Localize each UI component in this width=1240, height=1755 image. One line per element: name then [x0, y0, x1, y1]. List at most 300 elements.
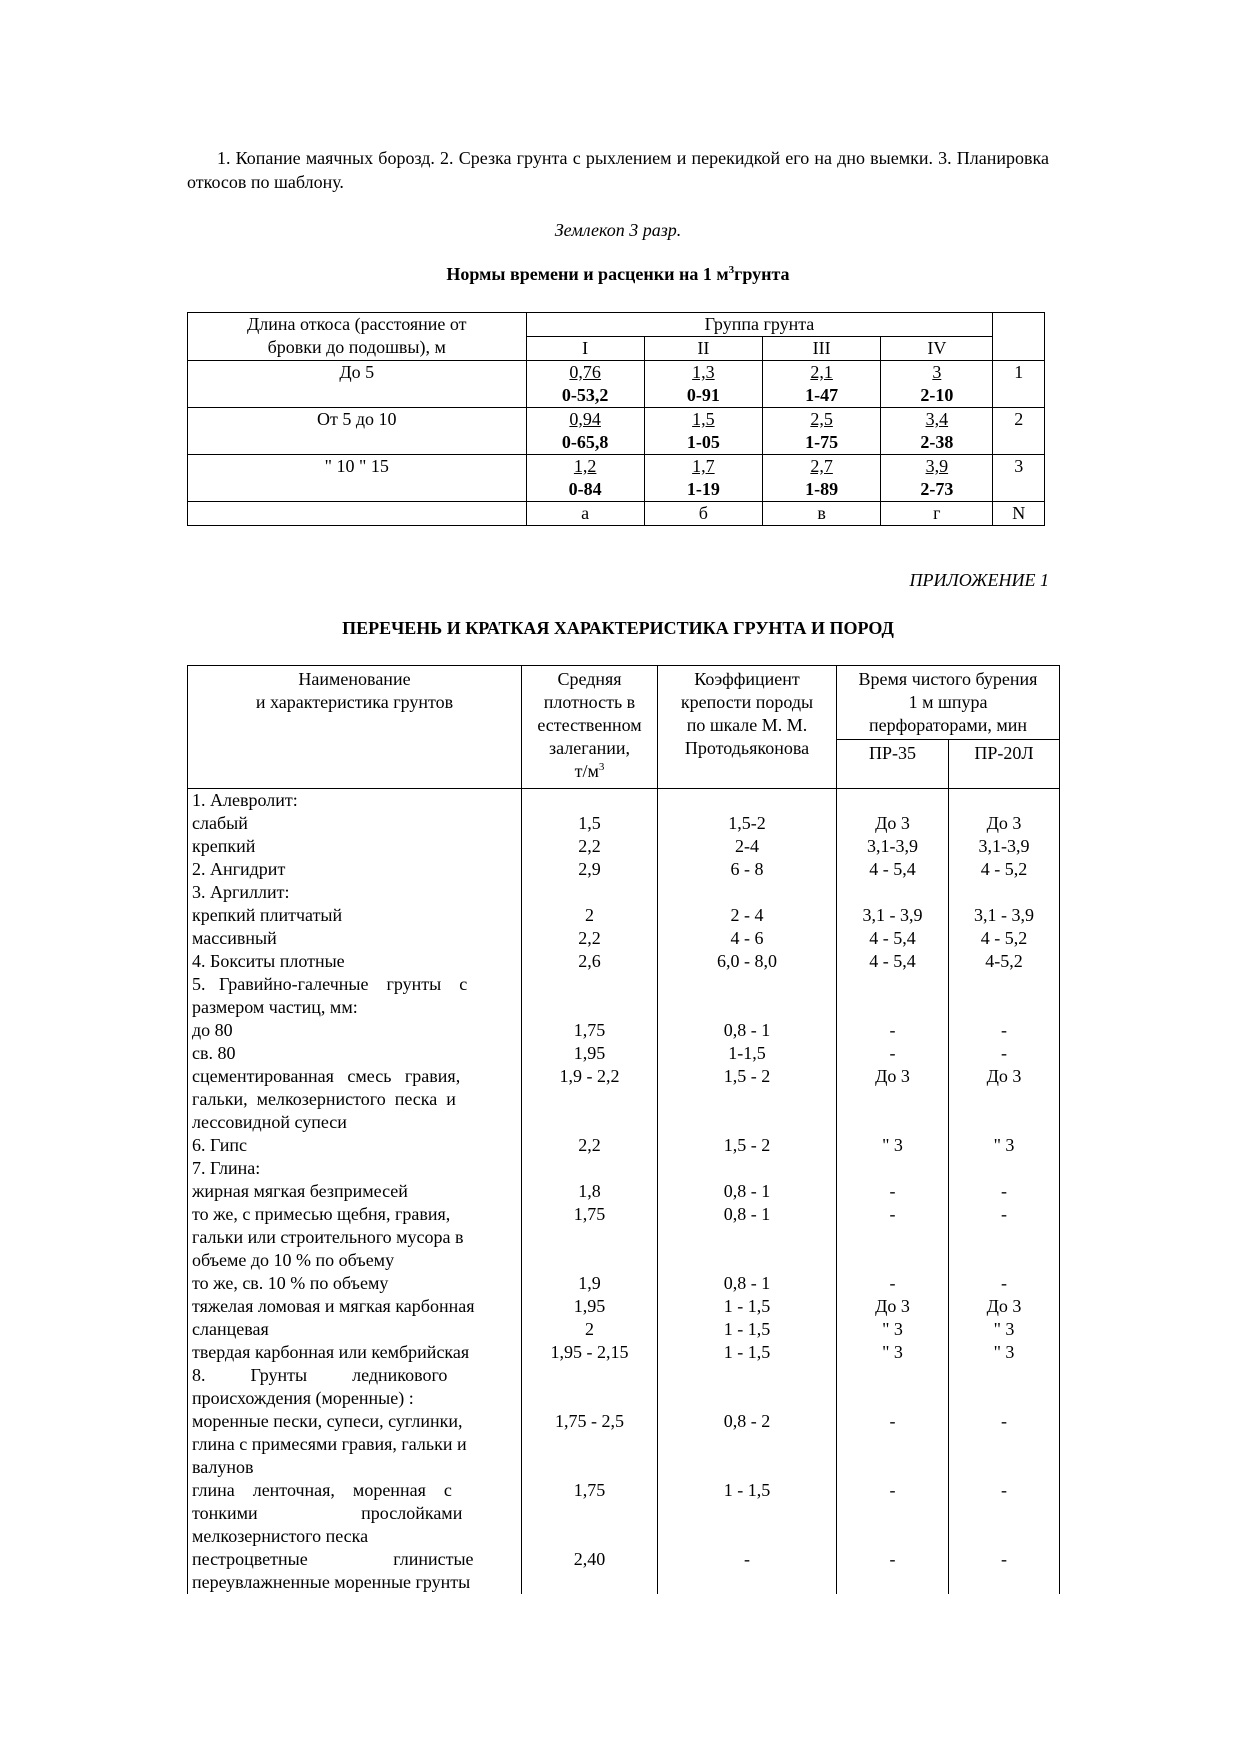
length-header-line2: бровки до подошвы), м [267, 337, 446, 357]
norms-title [187, 262, 1049, 286]
soil-d-cell [522, 927, 657, 950]
density-header-line: Средняя [557, 669, 622, 689]
soil-t2-cell [949, 1157, 1059, 1180]
soil-name-line: массивный [192, 928, 277, 948]
soil-value: - [1001, 1181, 1007, 1201]
soil-value: - [1001, 1020, 1007, 1040]
soil-value [522, 1157, 657, 1180]
soil-t2-cell [949, 1341, 1059, 1364]
soil-t1-cell [837, 1065, 948, 1134]
soil-value: 0,8 - 1 [723, 1020, 771, 1040]
soil-k-cell [658, 789, 836, 812]
soil-value [837, 881, 948, 904]
soil-t2-cell [949, 1019, 1059, 1042]
soil-value [837, 1364, 948, 1387]
price-rate: 0-84 [568, 479, 602, 499]
soil-t2-cell [949, 1410, 1059, 1479]
group-label: I [526, 337, 644, 361]
soil-name-line: объеме до 10 % по объему [192, 1250, 395, 1270]
soil-t1-cell [837, 950, 948, 973]
soil-value [522, 1364, 657, 1387]
norms-title-sup: 3 [728, 264, 735, 276]
soil-name-line: 8. Грунты ледникового [192, 1365, 448, 1385]
soil-value: До 3 [875, 1296, 910, 1316]
soil-name-line: мелкозернистого песка [192, 1526, 369, 1546]
time-norm: 1,3 [692, 362, 715, 382]
soil-value: - [889, 1411, 896, 1431]
soil-value: 1,5 - 2 [723, 1135, 771, 1155]
soil-t1-cell [837, 789, 948, 812]
rate-cell [644, 408, 762, 455]
price-rate: 0-65,8 [561, 432, 609, 452]
soil-name-line: 5. Гравийно-галечные грунты с [192, 974, 468, 994]
soil-value: - [889, 1181, 896, 1201]
time-norm: 1,7 [692, 456, 715, 476]
soil-d-cell [522, 881, 657, 904]
soil-k-cell [658, 858, 836, 881]
soil-d-cell [522, 1042, 657, 1065]
soil-name-line: моренные пески, супеси, суглинки, [192, 1411, 463, 1431]
time-norm: 2,7 [810, 456, 833, 476]
soil-value: - [1001, 1411, 1007, 1431]
soil-d-cell [522, 858, 657, 881]
rate-cell [763, 361, 881, 408]
soil-value: 4-5,2 [985, 951, 1023, 971]
soil-k-cell [658, 973, 836, 1019]
soil-k-cell [658, 1364, 836, 1410]
density-unit-sup: 3 [598, 761, 605, 773]
soil-value: 4 - 5,2 [980, 928, 1028, 948]
row-number: 1 [993, 361, 1045, 408]
norms-title-prefix: Нормы времени и расценки на 1 м [446, 264, 729, 284]
soil-value: - [889, 1273, 896, 1293]
group-label: IV [881, 337, 993, 361]
soil-value [658, 789, 836, 812]
soil-d-cell [522, 1318, 657, 1341]
rate-cell [881, 455, 993, 502]
soil-d-cell [522, 835, 657, 858]
soil-value: " 3 [993, 1135, 1015, 1155]
soil-k-cell [658, 1042, 836, 1065]
coef-column [658, 789, 837, 1595]
soil-d-cell [522, 1479, 657, 1548]
time-norm: 0,76 [569, 362, 601, 382]
soil-k-cell [658, 1410, 836, 1479]
soil-k-cell [658, 1479, 836, 1548]
soil-t1-cell [837, 1341, 948, 1364]
soil-value: 0,8 - 2 [723, 1411, 771, 1431]
soil-value: 2,2 [578, 1135, 601, 1155]
soil-t1-cell [837, 1364, 948, 1410]
soil-d-cell [522, 1203, 657, 1272]
soil-value: 1,75 [573, 1204, 606, 1224]
soil-value: 2,6 [578, 951, 601, 971]
soil-value: " 3 [882, 1135, 903, 1155]
footer-label: N [993, 502, 1045, 526]
soil-value: 0,8 - 1 [723, 1273, 771, 1293]
soil-value [658, 973, 836, 996]
soil-d-cell [522, 1548, 657, 1594]
time-norm: 1,5 [692, 409, 715, 429]
group-label: II [644, 337, 762, 361]
soil-d-cell [522, 1065, 657, 1134]
soil-value: - [744, 1549, 750, 1569]
soil-value: 4 - 5,2 [980, 859, 1028, 879]
soil-value: 1,95 [573, 1296, 606, 1316]
soil-value [949, 881, 1059, 904]
soil-k-cell [658, 1548, 836, 1594]
footer-label: б [644, 502, 762, 526]
coef-header-line: Протодьяконова [684, 738, 810, 758]
soil-name-line: крепкий плитчатый [192, 905, 343, 925]
soil-value: 1 - 1,5 [723, 1342, 771, 1362]
footer-label: в [763, 502, 881, 526]
soil-value: 3,1 - 3,9 [862, 905, 923, 925]
coef-header-line: Коэффициент [694, 669, 800, 689]
rate-cell [644, 361, 762, 408]
time-norm: 1,2 [573, 456, 597, 476]
soil-name-line: происхождения (моренные) : [192, 1388, 414, 1408]
soil-t2-cell [949, 1295, 1059, 1318]
price-rate: 1-47 [805, 385, 839, 405]
soil-value: 1 - 1,5 [723, 1319, 771, 1339]
soil-name-line: пестроцветные глинистые [192, 1549, 474, 1569]
price-rate: 1-89 [805, 479, 839, 499]
soil-k-cell [658, 812, 836, 835]
soil-t2-cell [949, 1548, 1059, 1594]
soil-name-line: глина ленточная, моренная с [192, 1480, 452, 1500]
soil-k-cell [658, 904, 836, 927]
rate-cell [526, 455, 644, 502]
soil-d-cell [522, 1272, 657, 1295]
length-header [188, 313, 527, 361]
norms-title-suffix: грунта [734, 264, 790, 284]
price-rate: 2-38 [920, 432, 954, 452]
soil-d-cell [522, 1157, 657, 1180]
soil-value: - [1001, 1480, 1007, 1500]
soil-d-cell [522, 1295, 657, 1318]
soil-k-cell [658, 1134, 836, 1157]
soil-t2-cell [949, 1364, 1059, 1410]
soil-k-cell [658, 835, 836, 858]
soil-name-line: 7. Глина: [192, 1158, 261, 1178]
time-header-line: 1 м шпура [908, 692, 988, 712]
soil-value: 2,2 [578, 836, 601, 856]
pr35-column [837, 789, 949, 1595]
soil-name-line: слабый [192, 813, 248, 833]
soil-t2-cell [949, 1203, 1059, 1272]
soil-t1-cell [837, 812, 948, 835]
soil-value: 1 - 1,5 [723, 1480, 771, 1500]
soil-value [658, 1364, 836, 1387]
soil-t2-cell [949, 789, 1059, 812]
soil-value: 1-1,5 [728, 1043, 766, 1063]
soil-d-cell [522, 789, 657, 812]
intro-paragraph: 1. Копание маячных борозд. 2. Срезка грунта с рыхлением и перекидкой его на дно выемки. 3. Планировка откосов по шаблону. [187, 148, 1049, 192]
rate-cell [763, 455, 881, 502]
soil-value [658, 881, 836, 904]
soil-value [522, 973, 657, 996]
name-header [188, 666, 522, 789]
price-rate: 1-19 [686, 479, 720, 499]
soil-value: До 3 [986, 813, 1022, 833]
soil-value: " 3 [993, 1342, 1015, 1362]
soil-name-line: 6. Гипс [192, 1135, 247, 1155]
soil-d-cell [522, 1341, 657, 1364]
soil-t1-cell [837, 1157, 948, 1180]
soil-value: 2 - 4 [730, 905, 764, 925]
norms-table [187, 312, 1045, 526]
soil-t2-cell [949, 858, 1059, 881]
footer-label: а [526, 502, 644, 526]
soil-name-line: валунов [192, 1457, 254, 1477]
rate-cell [526, 361, 644, 408]
soil-value: 0,8 - 1 [723, 1204, 771, 1224]
n-header [993, 313, 1045, 361]
soil-value: До 3 [986, 1296, 1022, 1316]
coef-header-line: крепости породы [680, 692, 814, 712]
soil-value [949, 1364, 1059, 1387]
soil-value: До 3 [875, 1066, 910, 1086]
soil-t1-cell [837, 904, 948, 927]
soil-t2-cell [949, 835, 1059, 858]
soil-name-line: размером частиц, мм: [192, 997, 358, 1017]
density-header-line: плотность в [543, 692, 636, 712]
soil-name-line: лессовидной супеси [192, 1112, 347, 1132]
soil-value: - [1001, 1549, 1007, 1569]
soil-k-cell [658, 1065, 836, 1134]
coef-header [658, 666, 837, 789]
soil-value: 4 - 5,4 [869, 859, 916, 879]
norms-row [188, 408, 1045, 455]
soil-t2-cell [949, 1318, 1059, 1341]
list-title: ПЕРЕЧЕНЬ И КРАТКАЯ ХАРАКТЕРИСТИКА ГРУНТА И ПОРОД [342, 618, 894, 638]
soil-value: " 3 [882, 1342, 903, 1362]
soil-value: - [889, 1549, 896, 1569]
soil-value: 2,9 [578, 859, 601, 879]
soil-value: - [1001, 1204, 1007, 1224]
soil-value [949, 1157, 1059, 1180]
soil-value: " 3 [993, 1319, 1015, 1339]
soil-t1-cell [837, 835, 948, 858]
soil-k-cell [658, 927, 836, 950]
soil-value: 1,75 - 2,5 [555, 1411, 624, 1431]
soil-name-line: св. 80 [192, 1043, 236, 1063]
density-column [522, 789, 658, 1595]
soil-name-line: 3. Аргиллит: [192, 882, 290, 902]
soil-value: 1,5-2 [728, 813, 766, 833]
time-header [837, 666, 1060, 740]
soil-t1-cell [837, 1410, 948, 1479]
time-norm: 3,4 [925, 409, 949, 429]
price-rate: 2-10 [920, 385, 954, 405]
soil-name-line: то же, с примесью щебня, гравия, [192, 1204, 451, 1224]
name-header-line2: и характеристика грунтов [255, 692, 454, 712]
soil-value: - [889, 1020, 896, 1040]
soil-value: - [889, 1043, 896, 1063]
soil-t1-cell [837, 858, 948, 881]
soil-value: 1,95 - 2,15 [550, 1342, 629, 1362]
soil-t2-cell [949, 812, 1059, 835]
soil-t1-cell [837, 973, 948, 1019]
soil-value: 2 [585, 1319, 594, 1339]
soil-k-cell [658, 1341, 836, 1364]
group-label: III [763, 337, 881, 361]
soil-value: - [889, 1480, 896, 1500]
length-label: От 5 до 10 [188, 408, 527, 455]
soil-k-cell [658, 1019, 836, 1042]
soil-name-line: гальки, мелкозернистого песка и [192, 1089, 456, 1109]
soil-k-cell [658, 1272, 836, 1295]
time-norm: 3,9 [925, 456, 949, 476]
soil-k-cell [658, 881, 836, 904]
soil-t2-cell [949, 1134, 1059, 1157]
time-header-line: перфораторами, мин [868, 715, 1028, 735]
soil-t2-cell [949, 950, 1059, 973]
soil-t1-cell [837, 1295, 948, 1318]
soil-value [837, 1157, 948, 1180]
density-header-line: залегании, [549, 738, 630, 758]
soil-t2-cell [949, 1479, 1059, 1548]
soil-t1-cell [837, 1180, 948, 1203]
soil-k-cell [658, 1318, 836, 1341]
pr35-header: ПР-35 [837, 740, 949, 789]
density-header [522, 666, 658, 789]
soil-name-line: сланцевая [192, 1319, 269, 1339]
soil-value: 1,75 [573, 1480, 606, 1500]
soil-t2-cell [949, 1065, 1059, 1134]
soil-t1-cell [837, 1042, 948, 1065]
soil-t2-cell [949, 1042, 1059, 1065]
soil-name-line: тонкими прослойками [192, 1503, 463, 1523]
soil-name-line: жирная мягкая безпримесей [192, 1181, 408, 1201]
soil-value: 1,5 [578, 813, 601, 833]
norms-row [188, 455, 1045, 502]
soil-name-line: 1. Алевролит: [192, 790, 298, 810]
soil-t1-cell [837, 1203, 948, 1272]
names-column [188, 789, 522, 1595]
soil-d-cell [522, 1019, 657, 1042]
rate-cell [526, 408, 644, 455]
soil-d-cell [522, 904, 657, 927]
soil-t2-cell [949, 904, 1059, 927]
soil-t2-cell [949, 1272, 1059, 1295]
price-rate: 1-75 [805, 432, 839, 452]
soil-d-cell [522, 812, 657, 835]
soil-d-cell [522, 1410, 657, 1479]
soil-value [837, 973, 948, 996]
soil-t1-cell [837, 927, 948, 950]
soil-value: 4 - 5,4 [869, 951, 916, 971]
soil-name-line: то же, св. 10 % по объему [192, 1273, 389, 1293]
time-header-line: Время чистого бурения [858, 669, 1038, 689]
soil-value: - [1001, 1043, 1007, 1063]
soil-t1-cell [837, 1479, 948, 1548]
soil-t1-cell [837, 881, 948, 904]
soil-value: - [1001, 1273, 1007, 1293]
soil-t1-cell [837, 1318, 948, 1341]
soil-name-line: переувлажненные моренные грунты [192, 1572, 471, 1592]
soil-d-cell [522, 973, 657, 1019]
soil-name-line: тяжелая ломовая и мягкая карбонная [192, 1296, 475, 1316]
soil-value: 1,8 [578, 1181, 601, 1201]
soil-value: 6,0 - 8,0 [717, 951, 777, 971]
soil-value: 1,95 [573, 1043, 606, 1063]
soil-t2-cell [949, 881, 1059, 904]
norms-row [188, 361, 1045, 408]
price-rate: 2-73 [920, 479, 954, 499]
soil-value: 2,2 [578, 928, 601, 948]
time-norm: 2,1 [810, 362, 833, 382]
soil-d-cell [522, 1134, 657, 1157]
soil-d-cell [522, 950, 657, 973]
density-header-unit [524, 760, 655, 783]
soil-t2-cell [949, 1180, 1059, 1203]
soil-value: 2 [585, 905, 594, 925]
soil-k-cell [658, 1180, 836, 1203]
footer-blank [188, 502, 527, 526]
length-label: " 10 " 15 [188, 455, 527, 502]
soil-value: 3,1-3,9 [978, 836, 1030, 856]
soil-value: 1,75 [573, 1020, 606, 1040]
soil-value [837, 789, 948, 812]
rate-cell [881, 408, 993, 455]
soil-value: 1,9 [578, 1273, 601, 1293]
soil-value: 2,40 [573, 1549, 606, 1569]
density-unit: т/м [574, 761, 599, 781]
soil-value: " 3 [882, 1319, 903, 1339]
name-header-line1: Наименование [298, 669, 411, 689]
soil-value [949, 789, 1059, 812]
soil-table [187, 665, 1060, 1594]
soil-value [522, 881, 657, 904]
length-label: До 5 [188, 361, 527, 408]
footer-label: г [881, 502, 993, 526]
soil-t2-cell [949, 973, 1059, 1019]
soil-value: 6 - 8 [730, 859, 764, 879]
soil-name-line: твердая карбонная или кембрийская [192, 1342, 470, 1362]
soil-k-cell [658, 1203, 836, 1272]
density-header-line: естественном [537, 715, 642, 735]
rate-cell [644, 455, 762, 502]
soil-k-cell [658, 950, 836, 973]
soil-value: 3,1-3,9 [867, 836, 918, 856]
rate-cell [881, 361, 993, 408]
soil-name-line: до 80 [192, 1020, 233, 1040]
soil-value: До 3 [986, 1066, 1022, 1086]
soil-value: 1 - 1,5 [723, 1296, 771, 1316]
soil-t1-cell [837, 1272, 948, 1295]
row-number: 3 [993, 455, 1045, 502]
group-header: Группа грунта [526, 313, 993, 337]
time-norm: 2,5 [810, 409, 833, 429]
soil-value: 0,8 - 1 [723, 1181, 771, 1201]
price-rate: 0-53,2 [561, 385, 609, 405]
soil-d-cell [522, 1364, 657, 1410]
soil-name-line: 4. Бокситы плотные [192, 951, 345, 971]
soil-name-line: глина с примесями гравия, гальки и [192, 1434, 467, 1454]
soil-value: До 3 [875, 813, 910, 833]
soil-value [949, 973, 1059, 996]
price-rate: 1-05 [686, 432, 720, 452]
soil-t1-cell [837, 1548, 948, 1594]
soil-value: 1,5 - 2 [723, 1066, 771, 1086]
soil-value: 3,1 - 3,9 [974, 905, 1034, 925]
soil-name-line: 2. Ангидрит [192, 859, 286, 879]
length-header-line1: Длина откоса (расстояние от [246, 314, 467, 334]
rate-cell [763, 408, 881, 455]
soil-value: 2-4 [735, 836, 759, 856]
